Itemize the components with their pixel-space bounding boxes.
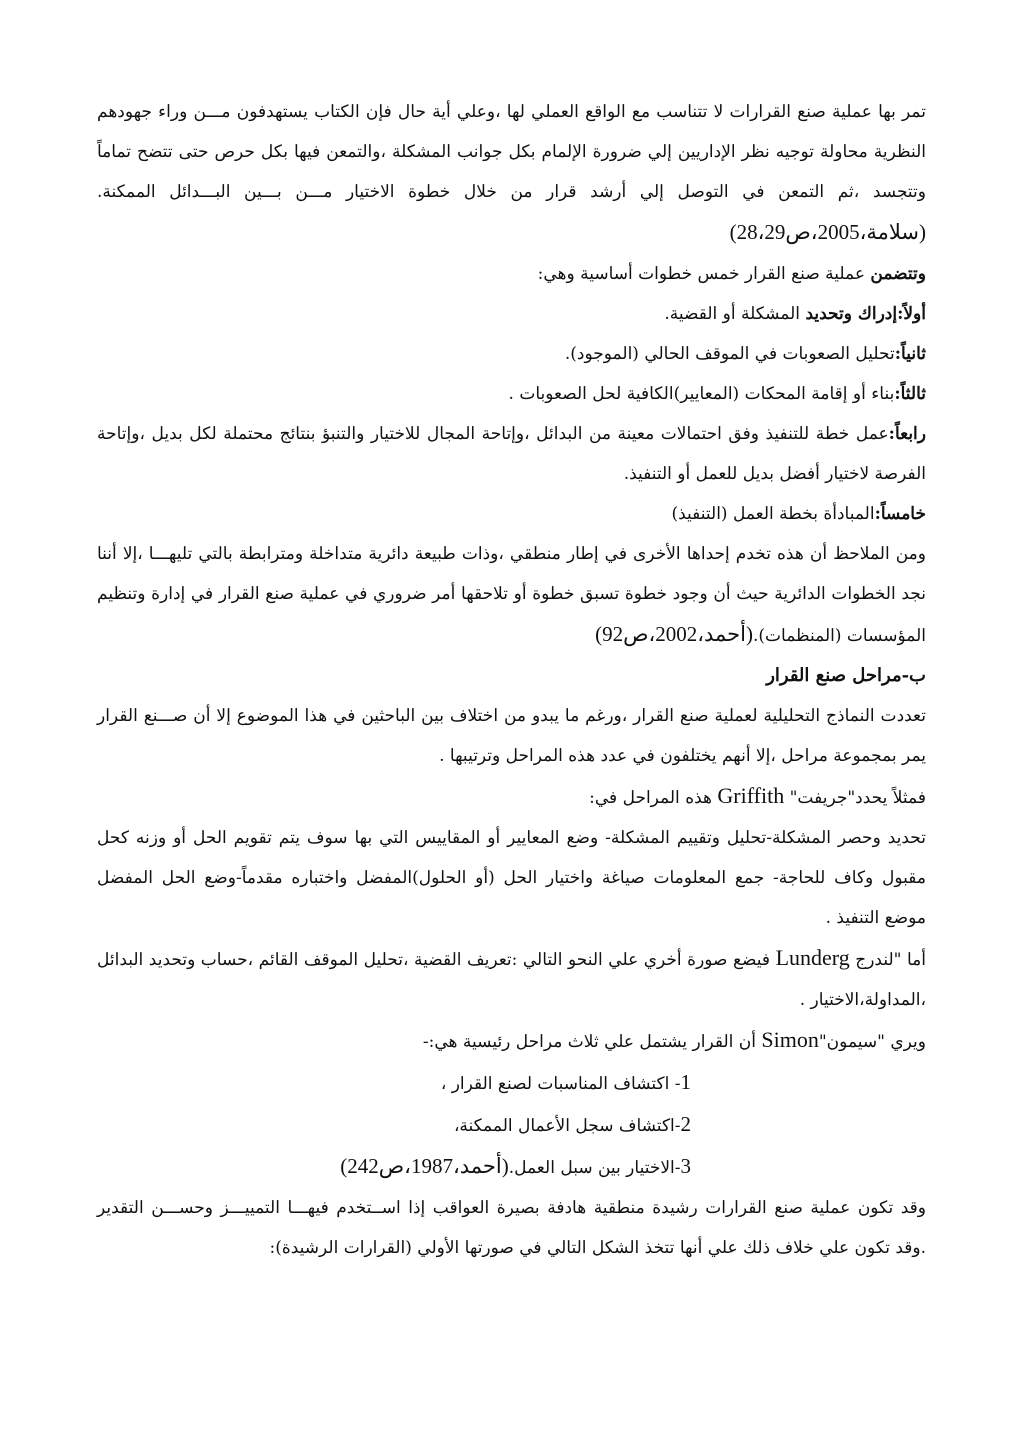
step-3: ثالثاً:بناء أو إقامة المحكات (المعايير)الكافية لحل الصعوبات . [508, 384, 926, 404]
document-body [97, 92, 926, 1268]
section-heading: ب-مراحل صنع القرار [766, 665, 926, 686]
simon-stage-3: 3-الاختيار بين سبل العمل.(أحمد،1987،ص242) [340, 1154, 691, 1178]
paragraph-griffith: فمثلاً يحدد"جريفت" Griffith هذه المراحل في: [589, 783, 926, 808]
paragraph-intro: تمر بها عملية صنع القرارات لا تتناسب مع الواقع العملي لها ،وعلي أية حال فإن الكتاب يستهدفون مـــن وراء جهودهم النظرية محاولة توجيه نظر الإداريين إلي ضرورة الإلمام بكل جوانب المشكلة ،والتمعن فيها بكل حرص حتى تتضح تماماً وتتجسد ،ثم التمعن في التوصل إلي أرشد قرار من خلال خطوة الاختيار مـــن بـــين البـــدائل الممكنة.(سلامة،2005،ص28،29) [97, 102, 926, 244]
author-name-latin: Lunderg [775, 945, 850, 970]
step-1: أولاً:إدراك وتحديد المشكلة أو القضية. [664, 304, 926, 324]
paragraph-rational: وقد تكون عملية صنع القرارات رشيدة منطقية هادفة بصيرة العواقب إذا اســتخدم فيهـــا التمييـــز وحســـن التقدير .وقد تكون علي خلاف ذلك علي أنها تتخذ الشكل التالي في صورتها الأولي (القرارات الرشيدة): [97, 1198, 926, 1258]
citation: (أحمد،1987،ص242) [340, 1154, 509, 1178]
step-4: رابعاً:عمل خطة للتنفيذ وفق احتمالات معينة من البدائل ،وإتاحة المجال للاختيار والتنبؤ بنتائج محتملة لكل بديل ،وإتاحة الفرصة لاختيار أفضل بديل للعمل أو التنفيذ. [97, 424, 926, 484]
paragraph-lunderg: أما "لندرج Lunderg فيضع صورة أخري علي النحو التالي :تعريف القضية ،تحليل الموقف القائم ،حساب وتحديد البدائل ،المداولة،الاختيار . [97, 945, 926, 1010]
author-name-latin: Griffith [717, 783, 785, 808]
author-name-latin: Simon [761, 1027, 819, 1052]
simon-stage-2: 2-اكتشاف سجل الأعمال الممكنة، [453, 1112, 691, 1136]
paragraph-simon: ويري "سيمون"Simon أن القرار يشتمل علي ثلاث مراحل رئيسية هي:- [422, 1027, 926, 1052]
step-2: ثانياً:تحليل الصعوبات في الموقف الحالي (الموجود). [564, 344, 926, 364]
step-5: خامساً:المبادأة بخطة العمل (التنفيذ) [671, 504, 926, 524]
paragraph-steps-intro: وتتضمن عملية صنع القرار خمس خطوات أساسية وهي: [537, 264, 926, 284]
citation: (أحمد،2002،ص92) [595, 622, 753, 646]
simon-stage-1: 1- اكتشاف المناسبات لصنع القرار ، [440, 1070, 691, 1094]
paragraph-circular-steps: ومن الملاحظ أن هذه تخدم إحداها الأخرى في إطار منطقي ،وذات طبيعة دائرية متداخلة ومترابطة بالتي تليهـــا ،إلا أننا نجد الخطوات الدائرية حيث أن وجود خطوة تسبق خطوة أو تلاحقها أمر ضروري في عملية صنع القرار في إدارة وتنظيم المؤسسات (المنظمات).(أحمد،2002،ص92) [97, 544, 926, 646]
paragraph-griffith-stages: تحديد وحصر المشكلة-تحليل وتقييم المشكلة- وضع المعايير أو المقاييس التي بها سوف يتم تقويم الحل أو وزنه كحل مقبول وكاف للحاجة- جمع المعلومات صياغة واختيار الحل (أو الحلول)المفضل واختباره مقدماً-وضع الحل المفضل موضع التنفيذ . [97, 828, 926, 928]
paragraph-models: تعددت النماذج التحليلية لعملية صنع القرار ،ورغم ما يبدو من اختلاف بين الباحثين في هذا الموضوع إلا أن صـــنع القرار يمر بمجموعة مراحل ،إلا أنهم يختلفون في عدد هذه المراحل وترتيبها . [97, 706, 926, 766]
citation: (سلامة،2005،ص28،29) [729, 220, 926, 244]
